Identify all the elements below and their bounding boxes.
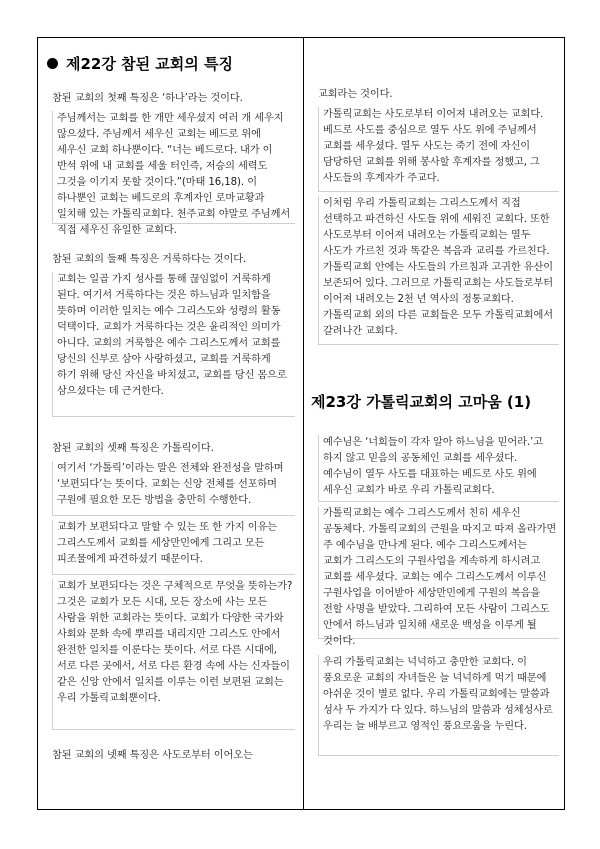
section-4-lead-continued: 교회라는 것이다. xyxy=(318,89,393,100)
lesson-23-paragraph-3: 우리 가톨릭교회는 넉넉하고 충만한 교회다. 이 풍요로운 교회의 자녀들은 늘 넉넉하게 먹기 때문에 아쉬운 것이 별로 없다. 우리 가톨릭교회에는 말씀과 성사 두 가지가 다 있다. 하느님의 말씀과 성체성사로 우리는 늘 배부르고 영적인 풍요로움을 누린다. xyxy=(318,655,559,756)
section-2-lead: 참된 교회의 둘째 특징은 거룩하다는 것이다. xyxy=(52,254,247,265)
left-column xyxy=(45,37,295,768)
column-divider xyxy=(303,37,304,810)
section-1-paragraph: 주님께서는 교회를 한 개만 세우셨지 여러 개 세우지 않으셨다. 주님께서 세우신 교회는 베드로 위에 세우신 교회 하나뿐이다. “너는 베드로다. 내가 이 반석 위에 내 교회를 세울 터인즉, 저승의 세력도 그것을 이기지 못할 것이다.”(마태 16,18). 이 하나뿐인 교회는 베드로의 후계자인 로마교황과 일치해 있는 가톨릭교회다. 천주교회 야말로 주님께서 직접 세우신 유일한 교회다. xyxy=(52,111,295,224)
lesson-22-heading xyxy=(45,51,295,75)
section-3-paragraph-3: 교회가 보편되다는 것은 구체적으로 무엇을 뜻하는가? 그것은 교회가 모든 시대, 모든 장소에 사는 모든 사람을 위한 교회라는 뜻이다. 교회가 다양한 국가와 사회와 문화 속에 뿌리를 내리지만 그리스도 안에서 완전한 일치를 이룬다는 뜻이다. 서로 다른 시대에, 서로 다른 곳에서, 서로 다른 환경 속에 사는 신자들이 같은 신앙 안에서 일치를 이루는 이런 보편된 교회는 우리 가톨릭교회뿐이다. xyxy=(52,579,295,730)
section-4-paragraph-1: 가톨릭교회는 사도로부터 이어져 내려오는 교회다. 베드로 사도를 중심으로 열두 사도 위에 주님께서 교회를 세우셨다. 열두 사도는 죽기 전에 자신이 담당하던 교회를 위해 봉사할 후계자를 정했고, 그 사도들의 후계자가 주교다. xyxy=(318,107,559,192)
section-2-paragraph: 교회는 일곱 가지 성사를 통해 끊임없이 거룩하게 된다. 여기서 거룩하다는 것은 하느님과 일치함을 뜻하며 이러한 일치는 예수 그리스도와 성령의 활동 덕택이다. 교회가 거룩하다는 것은 윤리적인 의미가 아니다. 교회의 거룩함은 예수 그리스도께서 교회를 당신의 신부로 삼아 사랑하셨고, 교회를 거룩하게 하기 위해 당신 자신을 바치셨고, 교회를 당신 몸으로 삼으셨다는 데 근거한다. xyxy=(52,272,295,417)
lesson-23-title: 제23강 가톨릭교회의 고마움 (1) xyxy=(311,392,532,411)
right-column xyxy=(311,37,559,760)
lesson-22-title: 제22강 참된 교회의 특징 xyxy=(66,54,233,73)
section-3-paragraph-2: 교회가 보편되다고 말할 수 있는 또 한 가지 이유는 그리스도께서 교회를 세상만민에게 그리고 모든 피조물에게 파견하셨기 때문이다. xyxy=(52,520,295,575)
section-3-paragraph-1: 여기서 ‘가톨릭’이라는 말은 전체와 완전성을 말하며 ‘보편되다’는 뜻이다. 교회는 신앙 전체를 선포하며 구원에 필요한 모든 방법을 충만히 수행한다. xyxy=(52,461,295,516)
lesson-23-paragraph-2: 가톨릭교회는 예수 그리스도께서 친히 세우신 공동체다. 가톨릭교회의 근원을 따지고 따져 올라가면 주 예수님을 만나게 된다. 예수 그리스도께서는 교회가 그리스도의 구원사업을 계속하게 하시려고 교회를 세우셨다. 교회는 예수 그리스도께서 이루신 구원사업을 이어받아 세상만민에게 구원의 복음을 전할 사명을 받았다. 그리하여 모든 사람이 그리스도 안에서 하느님과 일치해 새로운 백성을 이루게 될 것이다. xyxy=(318,506,559,639)
section-4-paragraph-2: 이처럼 우리 가톨릭교회는 그리스도께서 직접 선택하고 파견하신 사도들 위에 세워진 교회다. 또한 사도로부터 이어져 내려오는 가톨릭교회는 열두 사도가 가르친 것과 똑같은 복음과 교리를 가르친다. 가톨릭교회 안에는 사도들의 가르침과 고귀한 유산이 보존되어 있다. 그러므로 가톨릭교회는 사도들로부터 이어져 내려오는 2천 년 역사의 정통교회다. 가톨릭교회 외의 다른 교회들은 모두 가톨릭교회에서 갈려나간 교회다. xyxy=(318,196,559,345)
section-1-lead: 참된 교회의 첫째 특징은 ‘하나’라는 것이다. xyxy=(52,93,243,104)
section-3-lead: 참된 교회의 셋째 특징은 가톨릭이다. xyxy=(52,443,214,454)
bullet-icon xyxy=(47,58,58,69)
section-4-lead: 참된 교회의 넷째 특징은 사도로부터 이어오는 xyxy=(52,750,253,761)
lesson-23-paragraph-1: 예수님은 ‘너희들이 각자 알아 하느님을 믿어라.’고 하지 않고 믿음의 공동체인 교회를 세우셨다. 예수님이 열두 사도를 대표하는 베드로 사도 위에 세우신 교회가 바로 우리 가톨릭교회다. xyxy=(318,435,559,502)
